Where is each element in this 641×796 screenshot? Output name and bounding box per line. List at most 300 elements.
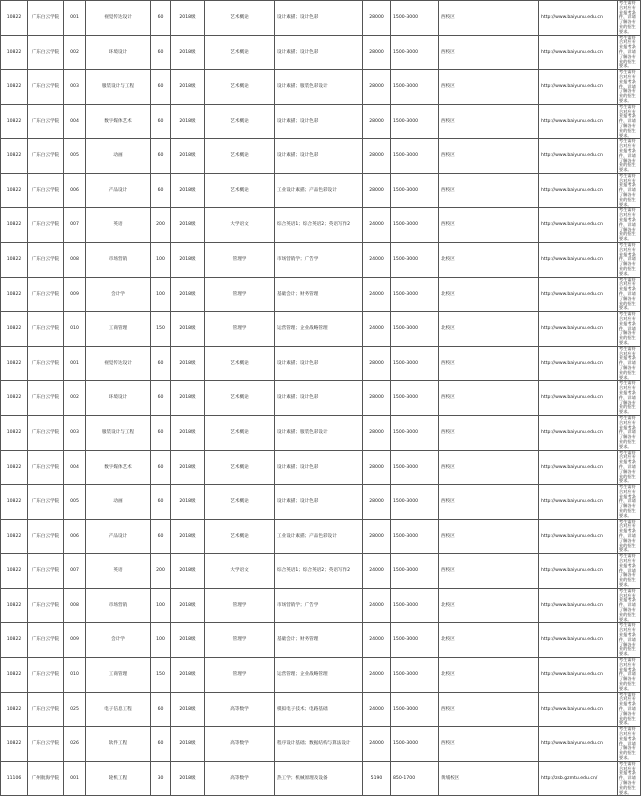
enroll-level-cell: 2018级	[171, 312, 205, 347]
table-row	[1, 485, 641, 520]
exam-subject-cell: 大学语文	[205, 208, 275, 243]
website-cell: http://www.baiyunu.edu.cn	[539, 1, 618, 36]
major-code-cell: 007	[64, 554, 86, 589]
website-cell: http://www.baiyunu.edu.cn	[539, 70, 618, 105]
table-row	[1, 588, 641, 623]
table-body	[1, 1, 641, 796]
exam-subject-cell: 管理学	[205, 588, 275, 623]
table-row	[1, 35, 641, 70]
tuition-cell: 24000	[363, 588, 391, 623]
major-name-cell: 动画	[86, 485, 151, 520]
other-fee-cell: 1500-3000	[391, 415, 439, 450]
website-cell: http://www.baiyunu.edu.cn	[539, 657, 618, 692]
major-name-cell: 环境设计	[86, 35, 151, 70]
major-code-cell: 009	[64, 623, 86, 658]
other-fee-cell: 1500-3000	[391, 588, 439, 623]
note-cell: 考生需符合对应专业报考条件，详请了解各专业的招生要求。	[618, 35, 641, 70]
tuition-cell: 28000	[363, 139, 391, 174]
exam-subject-cell: 艺术概论	[205, 1, 275, 36]
professional-subjects-cell: 设计素描；设计色彩	[275, 485, 363, 520]
exam-subject-cell: 管理学	[205, 277, 275, 312]
major-name-cell: 会计学	[86, 277, 151, 312]
table-row	[1, 381, 641, 416]
major-code-cell: 001	[64, 761, 86, 796]
school-code-cell: 10822	[1, 657, 28, 692]
plan-count-cell: 60	[151, 727, 171, 762]
note-cell: 考生需符合对应专业报考条件，详请了解各专业的招生要求。	[618, 761, 641, 796]
campus-cell: 西校区	[439, 139, 539, 174]
school-code-cell: 10822	[1, 346, 28, 381]
professional-subjects-cell: 运营管理；企业战略管理	[275, 312, 363, 347]
tuition-cell: 24000	[363, 623, 391, 658]
note-cell: 考生需符合对应专业报考条件，详请了解各专业的招生要求。	[618, 139, 641, 174]
professional-subjects-cell: 市场营销学；广告学	[275, 588, 363, 623]
major-code-cell: 004	[64, 104, 86, 139]
enroll-level-cell: 2018级	[171, 657, 205, 692]
table-row	[1, 70, 641, 105]
professional-subjects-cell: 设计素描；设计色彩	[275, 35, 363, 70]
major-name-cell: 工商管理	[86, 657, 151, 692]
tuition-cell: 24000	[363, 657, 391, 692]
plan-count-cell: 60	[151, 519, 171, 554]
school-name-cell: 广东白云学院	[28, 277, 64, 312]
major-code-cell: 004	[64, 450, 86, 485]
school-name-cell: 广东白云学院	[28, 727, 64, 762]
website-cell: http://www.baiyunu.edu.cn	[539, 35, 618, 70]
table-row	[1, 139, 641, 174]
major-code-cell: 009	[64, 277, 86, 312]
tuition-cell: 24000	[363, 277, 391, 312]
note-cell: 考生需符合对应专业报考条件，详请了解各专业的招生要求。	[618, 450, 641, 485]
exam-subject-cell: 大学语文	[205, 554, 275, 589]
campus-cell: 北校区	[439, 623, 539, 658]
major-name-cell: 电子信息工程	[86, 692, 151, 727]
website-cell: http://zsb.gzmtu.edu.cn/	[539, 761, 618, 796]
school-code-cell: 10822	[1, 519, 28, 554]
school-name-cell: 广东白云学院	[28, 519, 64, 554]
campus-cell: 西校区	[439, 346, 539, 381]
table-row	[1, 554, 641, 589]
plan-count-cell: 150	[151, 657, 171, 692]
campus-cell: 西校区	[439, 727, 539, 762]
website-cell: http://www.baiyunu.edu.cn	[539, 485, 618, 520]
school-name-cell: 广东白云学院	[28, 692, 64, 727]
major-code-cell: 005	[64, 139, 86, 174]
website-cell: http://www.baiyunu.edu.cn	[539, 588, 618, 623]
website-cell: http://www.baiyunu.edu.cn	[539, 346, 618, 381]
tuition-cell: 28000	[363, 485, 391, 520]
other-fee-cell: 1500-3000	[391, 485, 439, 520]
school-name-cell: 广东白云学院	[28, 415, 64, 450]
school-name-cell: 广东白云学院	[28, 485, 64, 520]
professional-subjects-cell: 设计素描；服装色彩设计	[275, 415, 363, 450]
school-code-cell: 10822	[1, 173, 28, 208]
school-code-cell: 10822	[1, 554, 28, 589]
tuition-cell: 28000	[363, 519, 391, 554]
other-fee-cell: 1500-3000	[391, 727, 439, 762]
exam-subject-cell: 艺术概论	[205, 70, 275, 105]
campus-cell: 西校区	[439, 208, 539, 243]
school-code-cell: 10822	[1, 35, 28, 70]
professional-subjects-cell: 设计素描；设计色彩	[275, 104, 363, 139]
plan-count-cell: 60	[151, 485, 171, 520]
professional-subjects-cell: 模拟电子技术；电路基础	[275, 692, 363, 727]
major-name-cell: 英语	[86, 554, 151, 589]
campus-cell: 西校区	[439, 35, 539, 70]
campus-cell: 西校区	[439, 173, 539, 208]
school-name-cell: 广东白云学院	[28, 208, 64, 243]
website-cell: http://www.baiyunu.edu.cn	[539, 692, 618, 727]
professional-subjects-cell: 设计素描；服装色彩设计	[275, 70, 363, 105]
enroll-level-cell: 2018级	[171, 450, 205, 485]
campus-cell: 黄埔校区	[439, 761, 539, 796]
major-name-cell: 英语	[86, 208, 151, 243]
other-fee-cell: 1500-3000	[391, 243, 439, 278]
enroll-level-cell: 2018级	[171, 208, 205, 243]
exam-subject-cell: 艺术概论	[205, 519, 275, 554]
major-name-cell: 产品设计	[86, 173, 151, 208]
school-name-cell: 广州航海学院	[28, 761, 64, 796]
tuition-cell: 5190	[363, 761, 391, 796]
campus-cell: 西校区	[439, 1, 539, 36]
major-code-cell: 006	[64, 173, 86, 208]
website-cell: http://www.baiyunu.edu.cn	[539, 104, 618, 139]
note-cell: 考生需符合对应专业报考条件，详请了解各专业的招生要求。	[618, 692, 641, 727]
major-name-cell: 工商管理	[86, 312, 151, 347]
campus-cell: 西校区	[439, 485, 539, 520]
tuition-cell: 28000	[363, 450, 391, 485]
plan-count-cell: 150	[151, 312, 171, 347]
major-name-cell: 数字媒体艺术	[86, 450, 151, 485]
tuition-cell: 24000	[363, 727, 391, 762]
professional-subjects-cell: 综合英语1；综合英语2；英语写作2	[275, 554, 363, 589]
website-cell: http://www.baiyunu.edu.cn	[539, 173, 618, 208]
plan-count-cell: 100	[151, 623, 171, 658]
campus-cell: 北校区	[439, 243, 539, 278]
major-code-cell: 010	[64, 657, 86, 692]
major-code-cell: 003	[64, 415, 86, 450]
website-cell: http://www.baiyunu.edu.cn	[539, 381, 618, 416]
tuition-cell: 24000	[363, 243, 391, 278]
enroll-level-cell: 2018级	[171, 623, 205, 658]
major-code-cell: 002	[64, 381, 86, 416]
school-name-cell: 广东白云学院	[28, 1, 64, 36]
professional-subjects-cell: 设计素描；设计色彩	[275, 346, 363, 381]
enroll-level-cell: 2018级	[171, 173, 205, 208]
exam-subject-cell: 艺术概论	[205, 104, 275, 139]
enroll-level-cell: 2018级	[171, 692, 205, 727]
table-row	[1, 415, 641, 450]
major-name-cell: 视觉传达设计	[86, 1, 151, 36]
other-fee-cell: 1500-3000	[391, 173, 439, 208]
note-cell: 考生需符合对应专业报考条件，详请了解各专业的招生要求。	[618, 173, 641, 208]
professional-subjects-cell: 综合英语1；综合英语2；英语写作2	[275, 208, 363, 243]
professional-subjects-cell: 运营管理；企业战略管理	[275, 657, 363, 692]
major-code-cell: 008	[64, 588, 86, 623]
note-cell: 考生需符合对应专业报考条件，详请了解各专业的招生要求。	[618, 588, 641, 623]
enroll-level-cell: 2018级	[171, 104, 205, 139]
major-name-cell: 视觉传达设计	[86, 346, 151, 381]
plan-count-cell: 60	[151, 692, 171, 727]
major-code-cell: 002	[64, 35, 86, 70]
campus-cell: 西校区	[439, 415, 539, 450]
exam-subject-cell: 艺术概论	[205, 450, 275, 485]
tuition-cell: 28000	[363, 381, 391, 416]
school-code-cell: 10822	[1, 485, 28, 520]
website-cell: http://www.baiyunu.edu.cn	[539, 312, 618, 347]
table-row	[1, 450, 641, 485]
other-fee-cell: 1500-3000	[391, 35, 439, 70]
professional-subjects-cell: 设计素描；设计色彩	[275, 1, 363, 36]
major-code-cell: 003	[64, 70, 86, 105]
enroll-level-cell: 2018级	[171, 139, 205, 174]
school-name-cell: 广东白云学院	[28, 173, 64, 208]
school-code-cell: 10822	[1, 312, 28, 347]
campus-cell: 西校区	[439, 554, 539, 589]
note-cell: 考生需符合对应专业报考条件，详请了解各专业的招生要求。	[618, 1, 641, 36]
other-fee-cell: 1500-3000	[391, 519, 439, 554]
major-name-cell: 产品设计	[86, 519, 151, 554]
tuition-cell: 24000	[363, 554, 391, 589]
campus-cell: 西校区	[439, 450, 539, 485]
school-name-cell: 广东白云学院	[28, 312, 64, 347]
note-cell: 考生需符合对应专业报考条件，详请了解各专业的招生要求。	[618, 346, 641, 381]
school-code-cell: 10822	[1, 588, 28, 623]
major-name-cell: 轮机工程	[86, 761, 151, 796]
other-fee-cell: 1500-3000	[391, 208, 439, 243]
website-cell: http://www.baiyunu.edu.cn	[539, 519, 618, 554]
school-code-cell: 10822	[1, 727, 28, 762]
table-row	[1, 657, 641, 692]
table-row	[1, 243, 641, 278]
plan-count-cell: 60	[151, 346, 171, 381]
campus-cell: 北校区	[439, 312, 539, 347]
campus-cell: 北校区	[439, 277, 539, 312]
note-cell: 考生需符合对应专业报考条件，详请了解各专业的招生要求。	[618, 415, 641, 450]
website-cell: http://www.baiyunu.edu.cn	[539, 277, 618, 312]
campus-cell: 西校区	[439, 692, 539, 727]
note-cell: 考生需符合对应专业报考条件，详请了解各专业的招生要求。	[618, 485, 641, 520]
note-cell: 考生需符合对应专业报考条件，详请了解各专业的招生要求。	[618, 312, 641, 347]
school-code-cell: 10822	[1, 1, 28, 36]
professional-subjects-cell: 基础会计；财务管理	[275, 623, 363, 658]
tuition-cell: 28000	[363, 70, 391, 105]
enroll-level-cell: 2018级	[171, 761, 205, 796]
enroll-level-cell: 2018级	[171, 243, 205, 278]
major-name-cell: 数字媒体艺术	[86, 104, 151, 139]
professional-subjects-cell: 工业设计素描；产品色彩设计	[275, 519, 363, 554]
note-cell: 考生需符合对应专业报考条件，详请了解各专业的招生要求。	[618, 657, 641, 692]
school-code-cell: 10822	[1, 139, 28, 174]
professional-subjects-cell: 工业设计素描；产品色彩设计	[275, 173, 363, 208]
website-cell: http://www.baiyunu.edu.cn	[539, 623, 618, 658]
note-cell: 考生需符合对应专业报考条件，详请了解各专业的招生要求。	[618, 519, 641, 554]
enroll-level-cell: 2018级	[171, 277, 205, 312]
campus-cell: 西校区	[439, 104, 539, 139]
table-row	[1, 692, 641, 727]
other-fee-cell: 1500-3000	[391, 450, 439, 485]
enroll-level-cell: 2018级	[171, 35, 205, 70]
other-fee-cell: 1500-3000	[391, 554, 439, 589]
school-name-cell: 广东白云学院	[28, 139, 64, 174]
school-name-cell: 广东白云学院	[28, 35, 64, 70]
note-cell: 考生需符合对应专业报考条件，详请了解各专业的招生要求。	[618, 104, 641, 139]
exam-subject-cell: 艺术概论	[205, 415, 275, 450]
major-name-cell: 市场营销	[86, 243, 151, 278]
major-name-cell: 市场营销	[86, 588, 151, 623]
table-row	[1, 761, 641, 796]
plan-count-cell: 60	[151, 381, 171, 416]
note-cell: 考生需符合对应专业报考条件，详请了解各专业的招生要求。	[618, 208, 641, 243]
school-code-cell: 10822	[1, 243, 28, 278]
other-fee-cell: 1500-3000	[391, 623, 439, 658]
school-name-cell: 广东白云学院	[28, 554, 64, 589]
website-cell: http://www.baiyunu.edu.cn	[539, 727, 618, 762]
campus-cell: 北校区	[439, 588, 539, 623]
other-fee-cell: 1500-3000	[391, 657, 439, 692]
website-cell: http://www.baiyunu.edu.cn	[539, 243, 618, 278]
enroll-level-cell: 2018级	[171, 415, 205, 450]
school-name-cell: 广东白云学院	[28, 623, 64, 658]
exam-subject-cell: 艺术概论	[205, 139, 275, 174]
school-name-cell: 广东白云学院	[28, 588, 64, 623]
major-name-cell: 软件工程	[86, 727, 151, 762]
school-code-cell: 10822	[1, 70, 28, 105]
enroll-level-cell: 2018级	[171, 554, 205, 589]
table-row	[1, 173, 641, 208]
other-fee-cell: 1500-3000	[391, 70, 439, 105]
school-code-cell: 10822	[1, 277, 28, 312]
enroll-level-cell: 2018级	[171, 70, 205, 105]
note-cell: 考生需符合对应专业报考条件，详请了解各专业的招生要求。	[618, 727, 641, 762]
table-row	[1, 623, 641, 658]
tuition-cell: 28000	[363, 415, 391, 450]
enroll-level-cell: 2018级	[171, 588, 205, 623]
plan-count-cell: 100	[151, 243, 171, 278]
table-row	[1, 1, 641, 36]
website-cell: http://www.baiyunu.edu.cn	[539, 450, 618, 485]
major-code-cell: 007	[64, 208, 86, 243]
major-code-cell: 001	[64, 1, 86, 36]
exam-subject-cell: 高等数学	[205, 727, 275, 762]
school-name-cell: 广东白云学院	[28, 243, 64, 278]
tuition-cell: 28000	[363, 35, 391, 70]
other-fee-cell: 1500-3000	[391, 692, 439, 727]
table-row	[1, 208, 641, 243]
school-code-cell: 10822	[1, 104, 28, 139]
tuition-cell: 28000	[363, 1, 391, 36]
note-cell: 考生需符合对应专业报考条件，详请了解各专业的招生要求。	[618, 623, 641, 658]
website-cell: http://www.baiyunu.edu.cn	[539, 554, 618, 589]
enroll-level-cell: 2018级	[171, 381, 205, 416]
major-code-cell: 026	[64, 727, 86, 762]
tuition-cell: 28000	[363, 104, 391, 139]
enroll-level-cell: 2018级	[171, 519, 205, 554]
plan-count-cell: 60	[151, 104, 171, 139]
school-name-cell: 广东白云学院	[28, 450, 64, 485]
other-fee-cell: 1500-3000	[391, 381, 439, 416]
major-name-cell: 会计学	[86, 623, 151, 658]
school-name-cell: 广东白云学院	[28, 381, 64, 416]
major-name-cell: 动画	[86, 139, 151, 174]
exam-subject-cell: 管理学	[205, 623, 275, 658]
tuition-cell: 28000	[363, 173, 391, 208]
major-name-cell: 服装设计与工程	[86, 415, 151, 450]
other-fee-cell: 1500-3000	[391, 104, 439, 139]
note-cell: 考生需符合对应专业报考条件，详请了解各专业的招生要求。	[618, 277, 641, 312]
campus-cell: 西校区	[439, 519, 539, 554]
other-fee-cell: 1500-3000	[391, 312, 439, 347]
school-name-cell: 广东白云学院	[28, 104, 64, 139]
exam-subject-cell: 艺术概论	[205, 173, 275, 208]
other-fee-cell: 850-1700	[391, 761, 439, 796]
plan-count-cell: 60	[151, 415, 171, 450]
plan-count-cell: 100	[151, 277, 171, 312]
campus-cell: 西校区	[439, 381, 539, 416]
major-code-cell: 025	[64, 692, 86, 727]
school-code-cell: 10822	[1, 415, 28, 450]
note-cell: 考生需符合对应专业报考条件，详请了解各专业的招生要求。	[618, 381, 641, 416]
tuition-cell: 24000	[363, 312, 391, 347]
major-code-cell: 006	[64, 519, 86, 554]
table-row	[1, 727, 641, 762]
enroll-level-cell: 2018级	[171, 485, 205, 520]
campus-cell: 北校区	[439, 657, 539, 692]
plan-count-cell: 200	[151, 208, 171, 243]
professional-subjects-cell: 基础会计；财务管理	[275, 277, 363, 312]
exam-subject-cell: 管理学	[205, 243, 275, 278]
website-cell: http://www.baiyunu.edu.cn	[539, 415, 618, 450]
school-code-cell: 10822	[1, 381, 28, 416]
major-code-cell: 010	[64, 312, 86, 347]
enroll-level-cell: 2018级	[171, 346, 205, 381]
school-code-cell: 11106	[1, 761, 28, 796]
other-fee-cell: 1500-3000	[391, 277, 439, 312]
professional-subjects-cell: 设计素描；设计色彩	[275, 381, 363, 416]
note-cell: 考生需符合对应专业报考条件，详请了解各专业的招生要求。	[618, 243, 641, 278]
major-name-cell: 服装设计与工程	[86, 70, 151, 105]
other-fee-cell: 1500-3000	[391, 139, 439, 174]
table-row	[1, 519, 641, 554]
exam-subject-cell: 艺术概论	[205, 346, 275, 381]
plan-count-cell: 60	[151, 173, 171, 208]
professional-subjects-cell: 热工学；机械原理及设备	[275, 761, 363, 796]
major-code-cell: 008	[64, 243, 86, 278]
website-cell: http://www.baiyunu.edu.cn	[539, 208, 618, 243]
school-name-cell: 广东白云学院	[28, 657, 64, 692]
tuition-cell: 24000	[363, 692, 391, 727]
exam-subject-cell: 艺术概论	[205, 381, 275, 416]
exam-subject-cell: 高等数学	[205, 692, 275, 727]
plan-count-cell: 60	[151, 1, 171, 36]
table-row	[1, 277, 641, 312]
professional-subjects-cell: 程序设计基础；数据结构与算法设计	[275, 727, 363, 762]
school-code-cell: 10822	[1, 450, 28, 485]
exam-subject-cell: 高等数学	[205, 761, 275, 796]
other-fee-cell: 1500-3000	[391, 346, 439, 381]
plan-count-cell: 30	[151, 761, 171, 796]
campus-cell: 西校区	[439, 70, 539, 105]
enroll-level-cell: 2018级	[171, 727, 205, 762]
major-code-cell: 001	[64, 346, 86, 381]
exam-subject-cell: 艺术概论	[205, 485, 275, 520]
school-code-cell: 10822	[1, 623, 28, 658]
website-cell: http://www.baiyunu.edu.cn	[539, 139, 618, 174]
exam-subject-cell: 艺术概论	[205, 35, 275, 70]
exam-subject-cell: 管理学	[205, 657, 275, 692]
school-name-cell: 广东白云学院	[28, 70, 64, 105]
tuition-cell: 24000	[363, 208, 391, 243]
